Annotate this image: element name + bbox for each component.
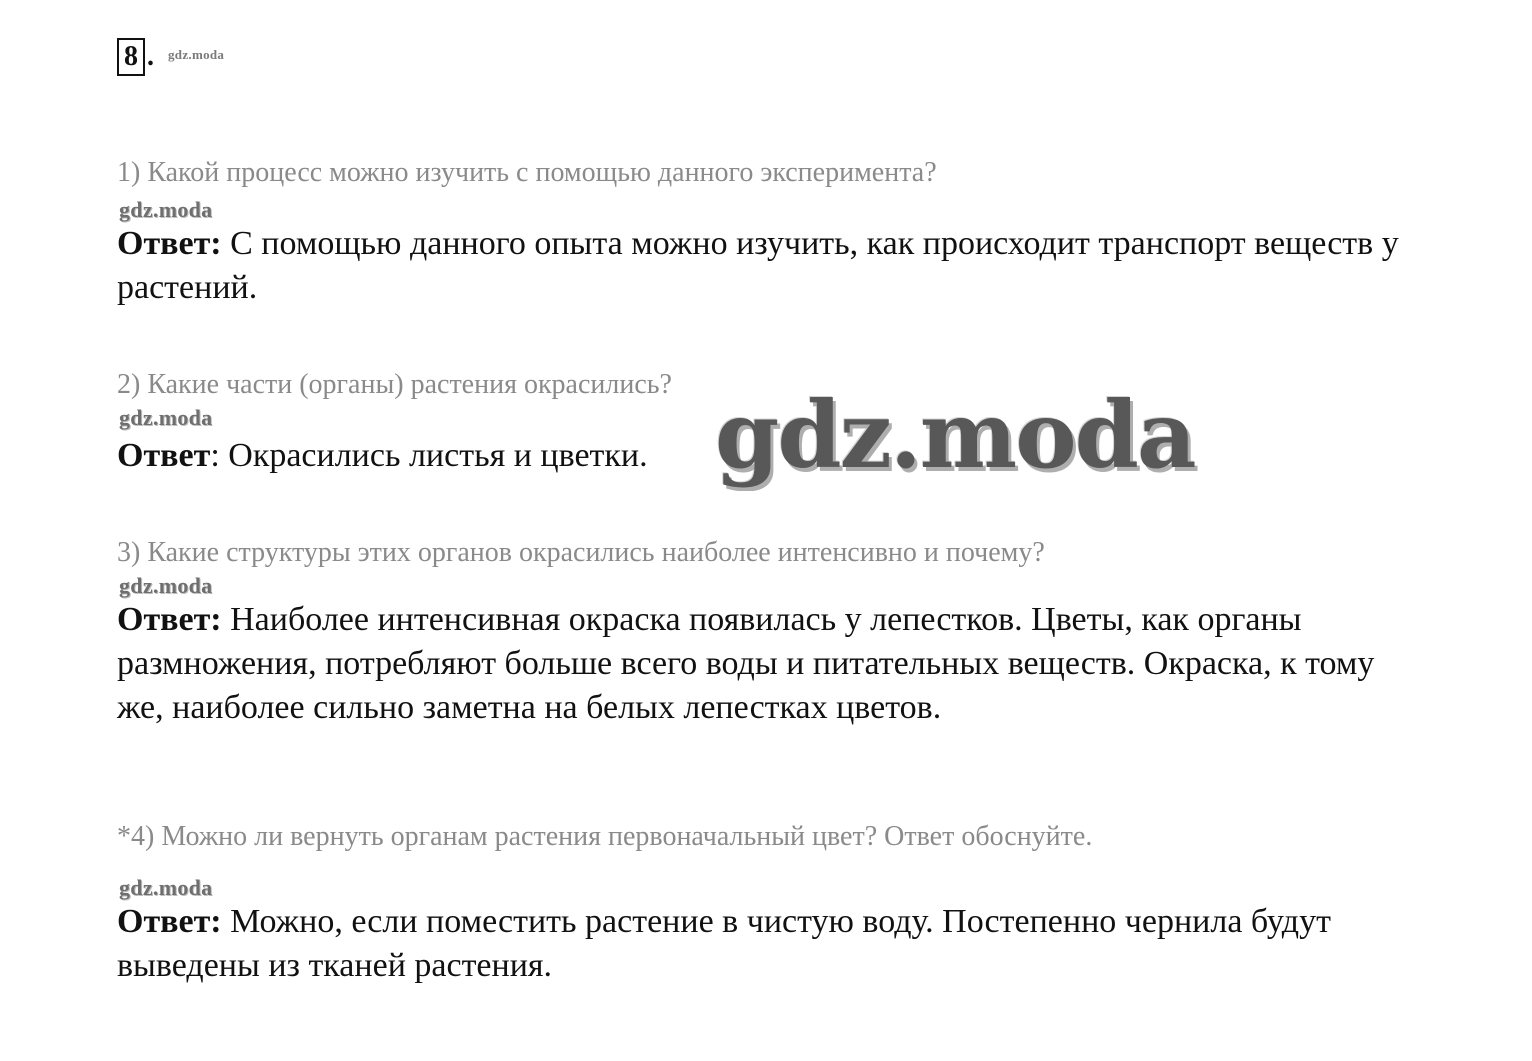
- question-block-4: [117, 820, 1437, 988]
- answer-2-text: : Окрасились листья и цветки.: [210, 437, 648, 474]
- answer-1-label: Ответ:: [117, 225, 222, 262]
- question-1-watermark: gdz.moda: [119, 197, 213, 222]
- answer-1: [117, 222, 1427, 310]
- answer-3-text: Наиболее интенсивная окраска появилась у лепестков. Цветы, как органы размножения, потребляют больше всего воды и питательных веществ. Окраска, к тому же, наиболее сильно заметна на белых лепестках цветов.: [117, 601, 1375, 726]
- answer-2-label: Ответ: [117, 437, 211, 474]
- header-watermark: gdz.moda: [168, 47, 225, 62]
- answer-4-text: Можно, если поместить растение в чистую воду. Постепенно чернила будут выведены из тканей растения.: [117, 903, 1331, 984]
- question-block-3: [117, 536, 1437, 730]
- question-4-watermark: gdz.moda: [119, 875, 213, 900]
- task-header: [117, 38, 224, 76]
- question-3-watermark: gdz.moda: [119, 573, 213, 598]
- question-block-1: [117, 156, 1437, 310]
- question-2-watermark: gdz.moda: [119, 405, 213, 430]
- question-4-text: *4) Можно ли вернуть органам растения первоначальный цвет? Ответ обоснуйте.: [117, 821, 1093, 852]
- answer-4: [117, 900, 1417, 988]
- question-2-text: 2) Какие части (органы) растения окрасились?: [117, 369, 672, 400]
- answer-3: [117, 598, 1387, 730]
- answer-3-label: Ответ:: [117, 601, 222, 638]
- answer-2: [117, 434, 1437, 478]
- question-1-text: 1) Какой процесс можно изучить с помощью данного эксперимента?: [117, 157, 937, 188]
- question-3-text: 3) Какие структуры этих органов окрасились наиболее интенсивно и почему?: [117, 537, 1045, 568]
- answer-4-label: Ответ:: [117, 903, 222, 940]
- question-block-2: [117, 368, 1437, 478]
- task-number-dot: .: [147, 41, 154, 72]
- large-watermark-logo: gdz.moda: [715, 381, 1195, 489]
- answer-1-text: С помощью данного опыта можно изучить, как происходит транспорт веществ у растений.: [117, 225, 1399, 306]
- task-number: 8: [117, 38, 145, 76]
